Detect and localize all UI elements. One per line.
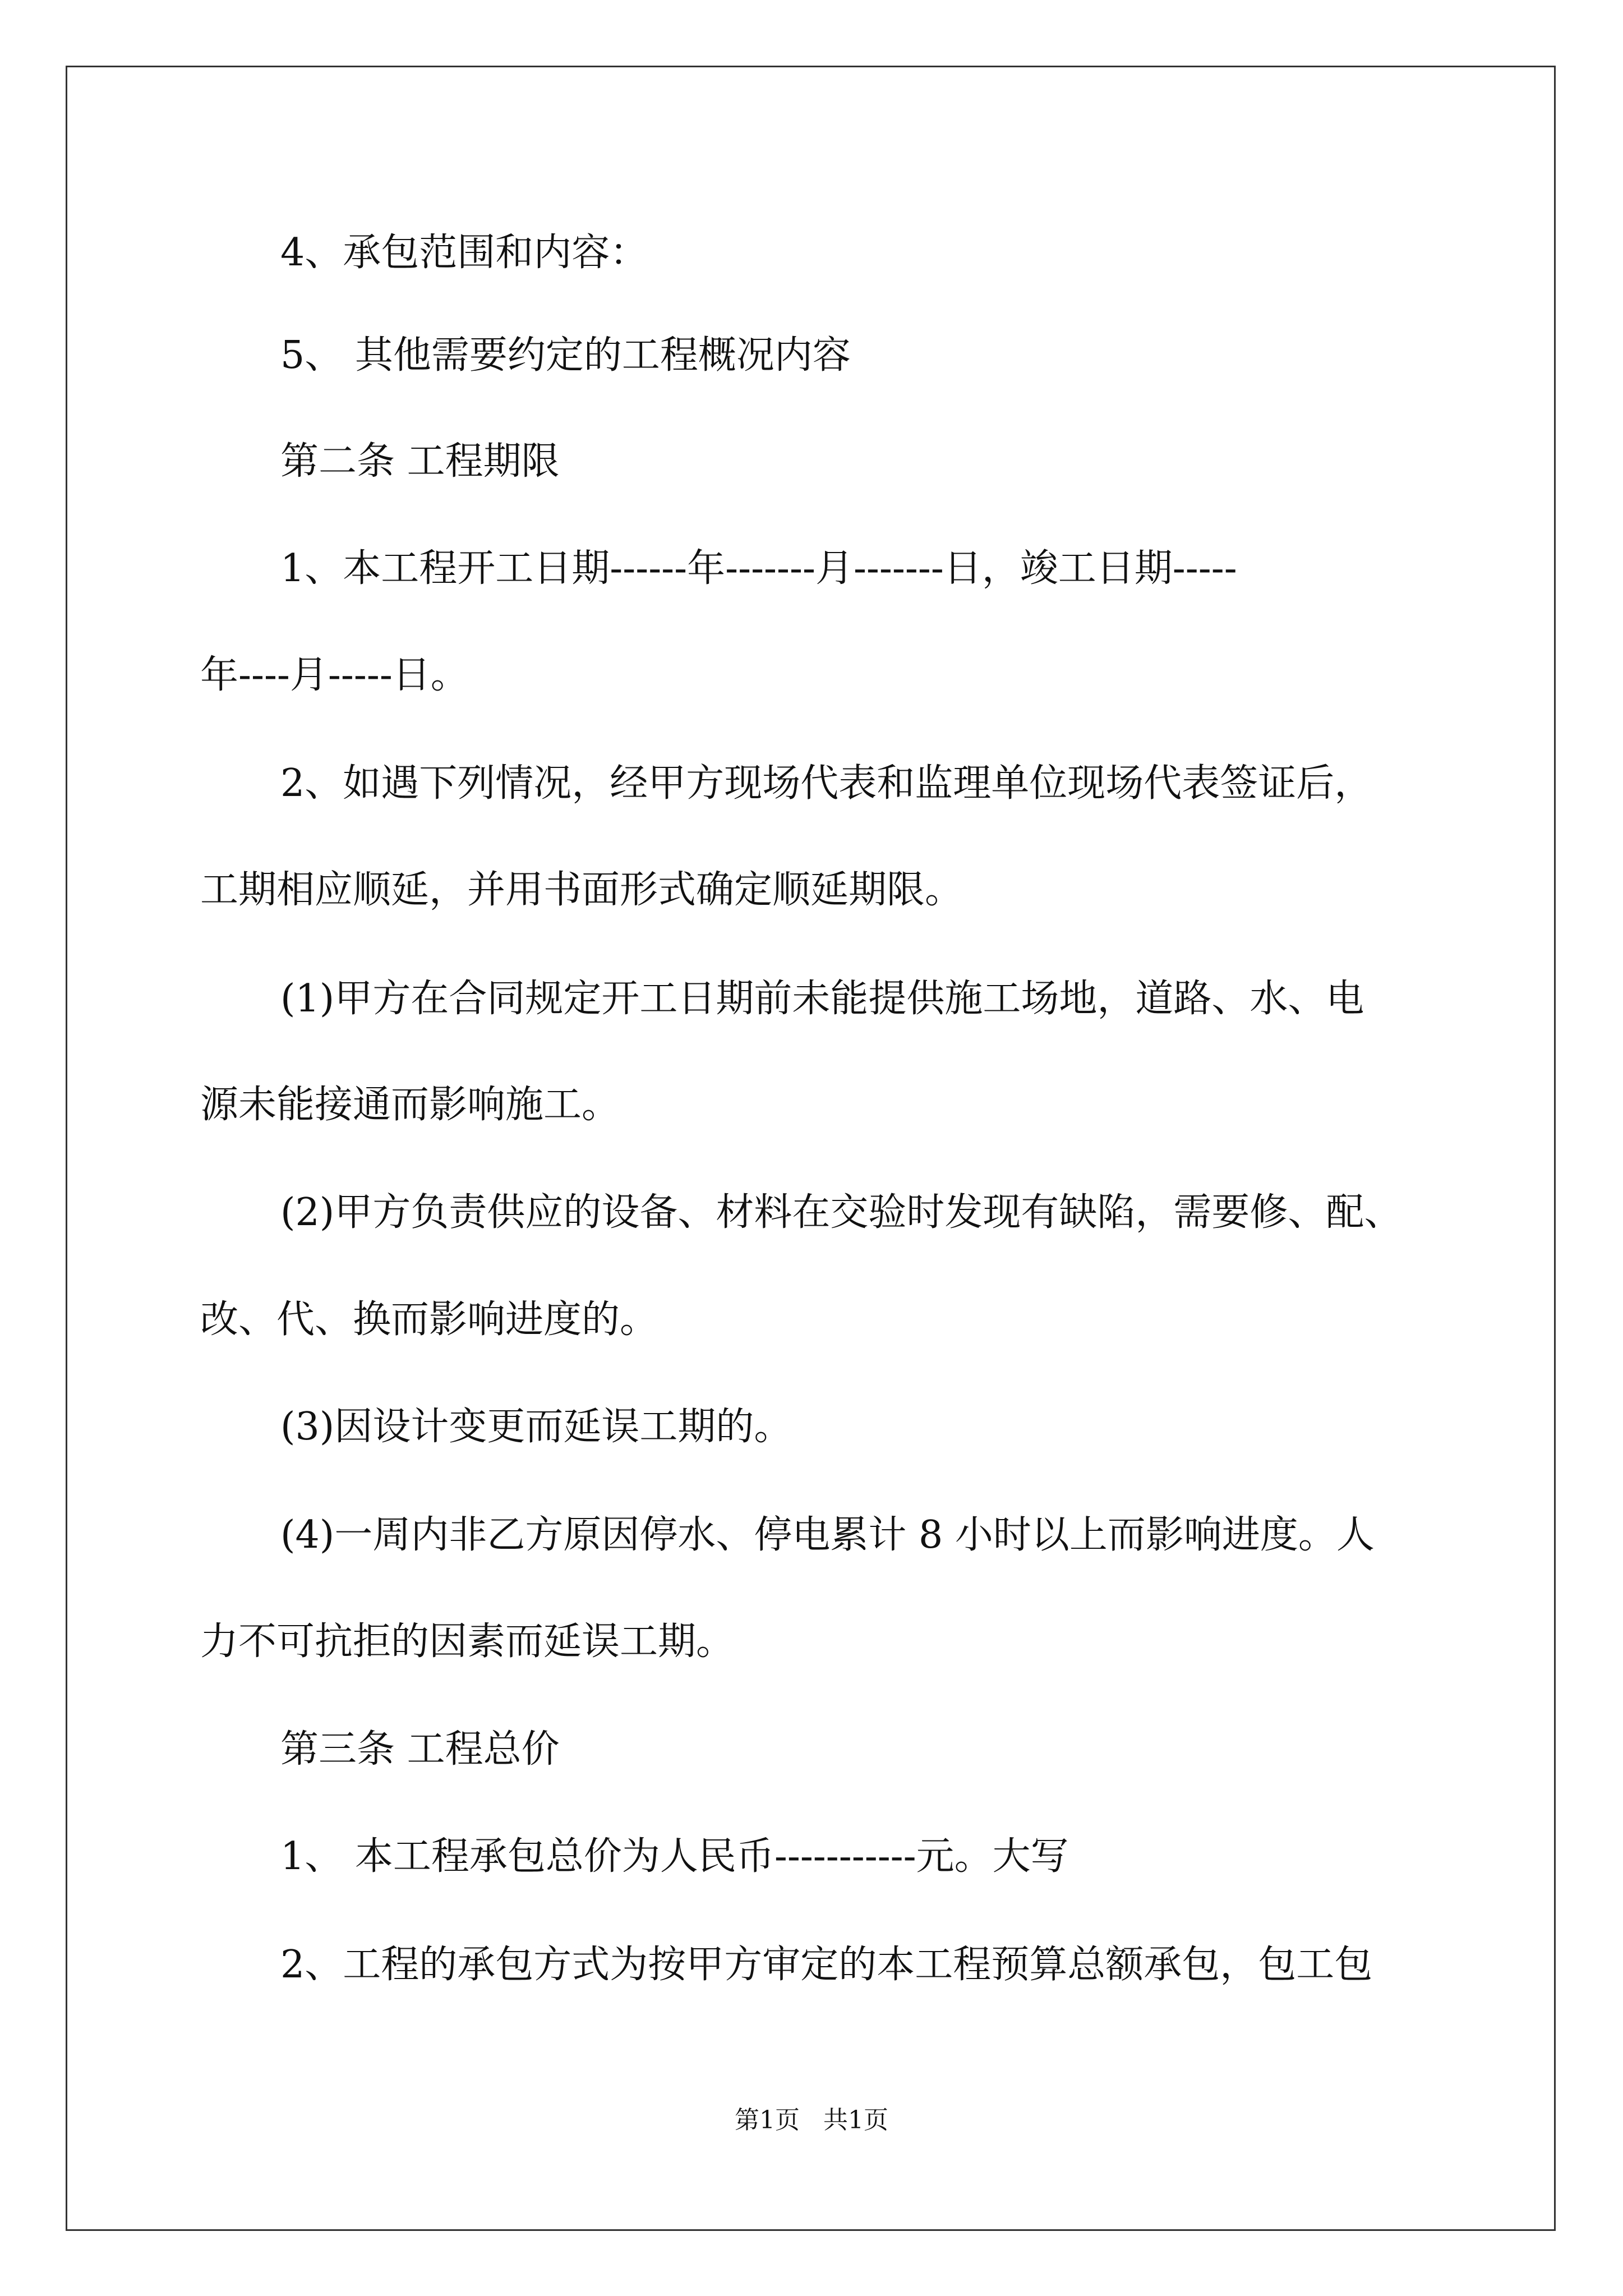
document-line: 源未能接通而影响施工。 xyxy=(200,1083,620,1127)
page-footer: 第1页 共1页 xyxy=(735,2106,888,2134)
document-line: (3)因设计变更而延误工期的。 xyxy=(280,1405,792,1449)
page-border xyxy=(66,66,1556,2231)
document-line: 1、 本工程承包总价为人民币-----------元。大写 xyxy=(280,1834,1069,1879)
document-line: 改、代、换而影响进度的。 xyxy=(200,1297,658,1342)
document-line: 2、如遇下列情况，经甲方现场代表和监理单位现场代表签证后， xyxy=(280,761,1373,806)
document-line: 4、承包范围和内容： xyxy=(280,231,648,275)
document-line: 5、 其他需要约定的工程概况内容 xyxy=(280,333,851,378)
document-line: 力不可抗拒的因素而延误工期。 xyxy=(200,1619,735,1664)
document-line: 工期相应顺延，并用书面形式确定顺延期限。 xyxy=(200,868,963,912)
document-line: 1、本工程开工日期------年-------月-------日，竣工日期----- xyxy=(280,546,1237,591)
document-line: (2)甲方负责供应的设备、材料在交验时发现有缺陷，需要修、配、 xyxy=(280,1190,1403,1235)
document-line: (4)一周内非乙方原因停水、停电累计 8 小时以上而影响进度。人 xyxy=(280,1513,1375,1557)
section-heading: 第二条 工程期限 xyxy=(280,439,560,484)
document-line: 年----月-----日。 xyxy=(200,653,469,697)
document-line: (1)甲方在合同规定开工日期前未能提供施工场地，道路、水、电 xyxy=(280,977,1364,1021)
document-line: 2、工程的承包方式为按甲方审定的本工程预算总额承包，包工包 xyxy=(280,1943,1373,1987)
section-heading: 第三条 工程总价 xyxy=(280,1727,560,1772)
